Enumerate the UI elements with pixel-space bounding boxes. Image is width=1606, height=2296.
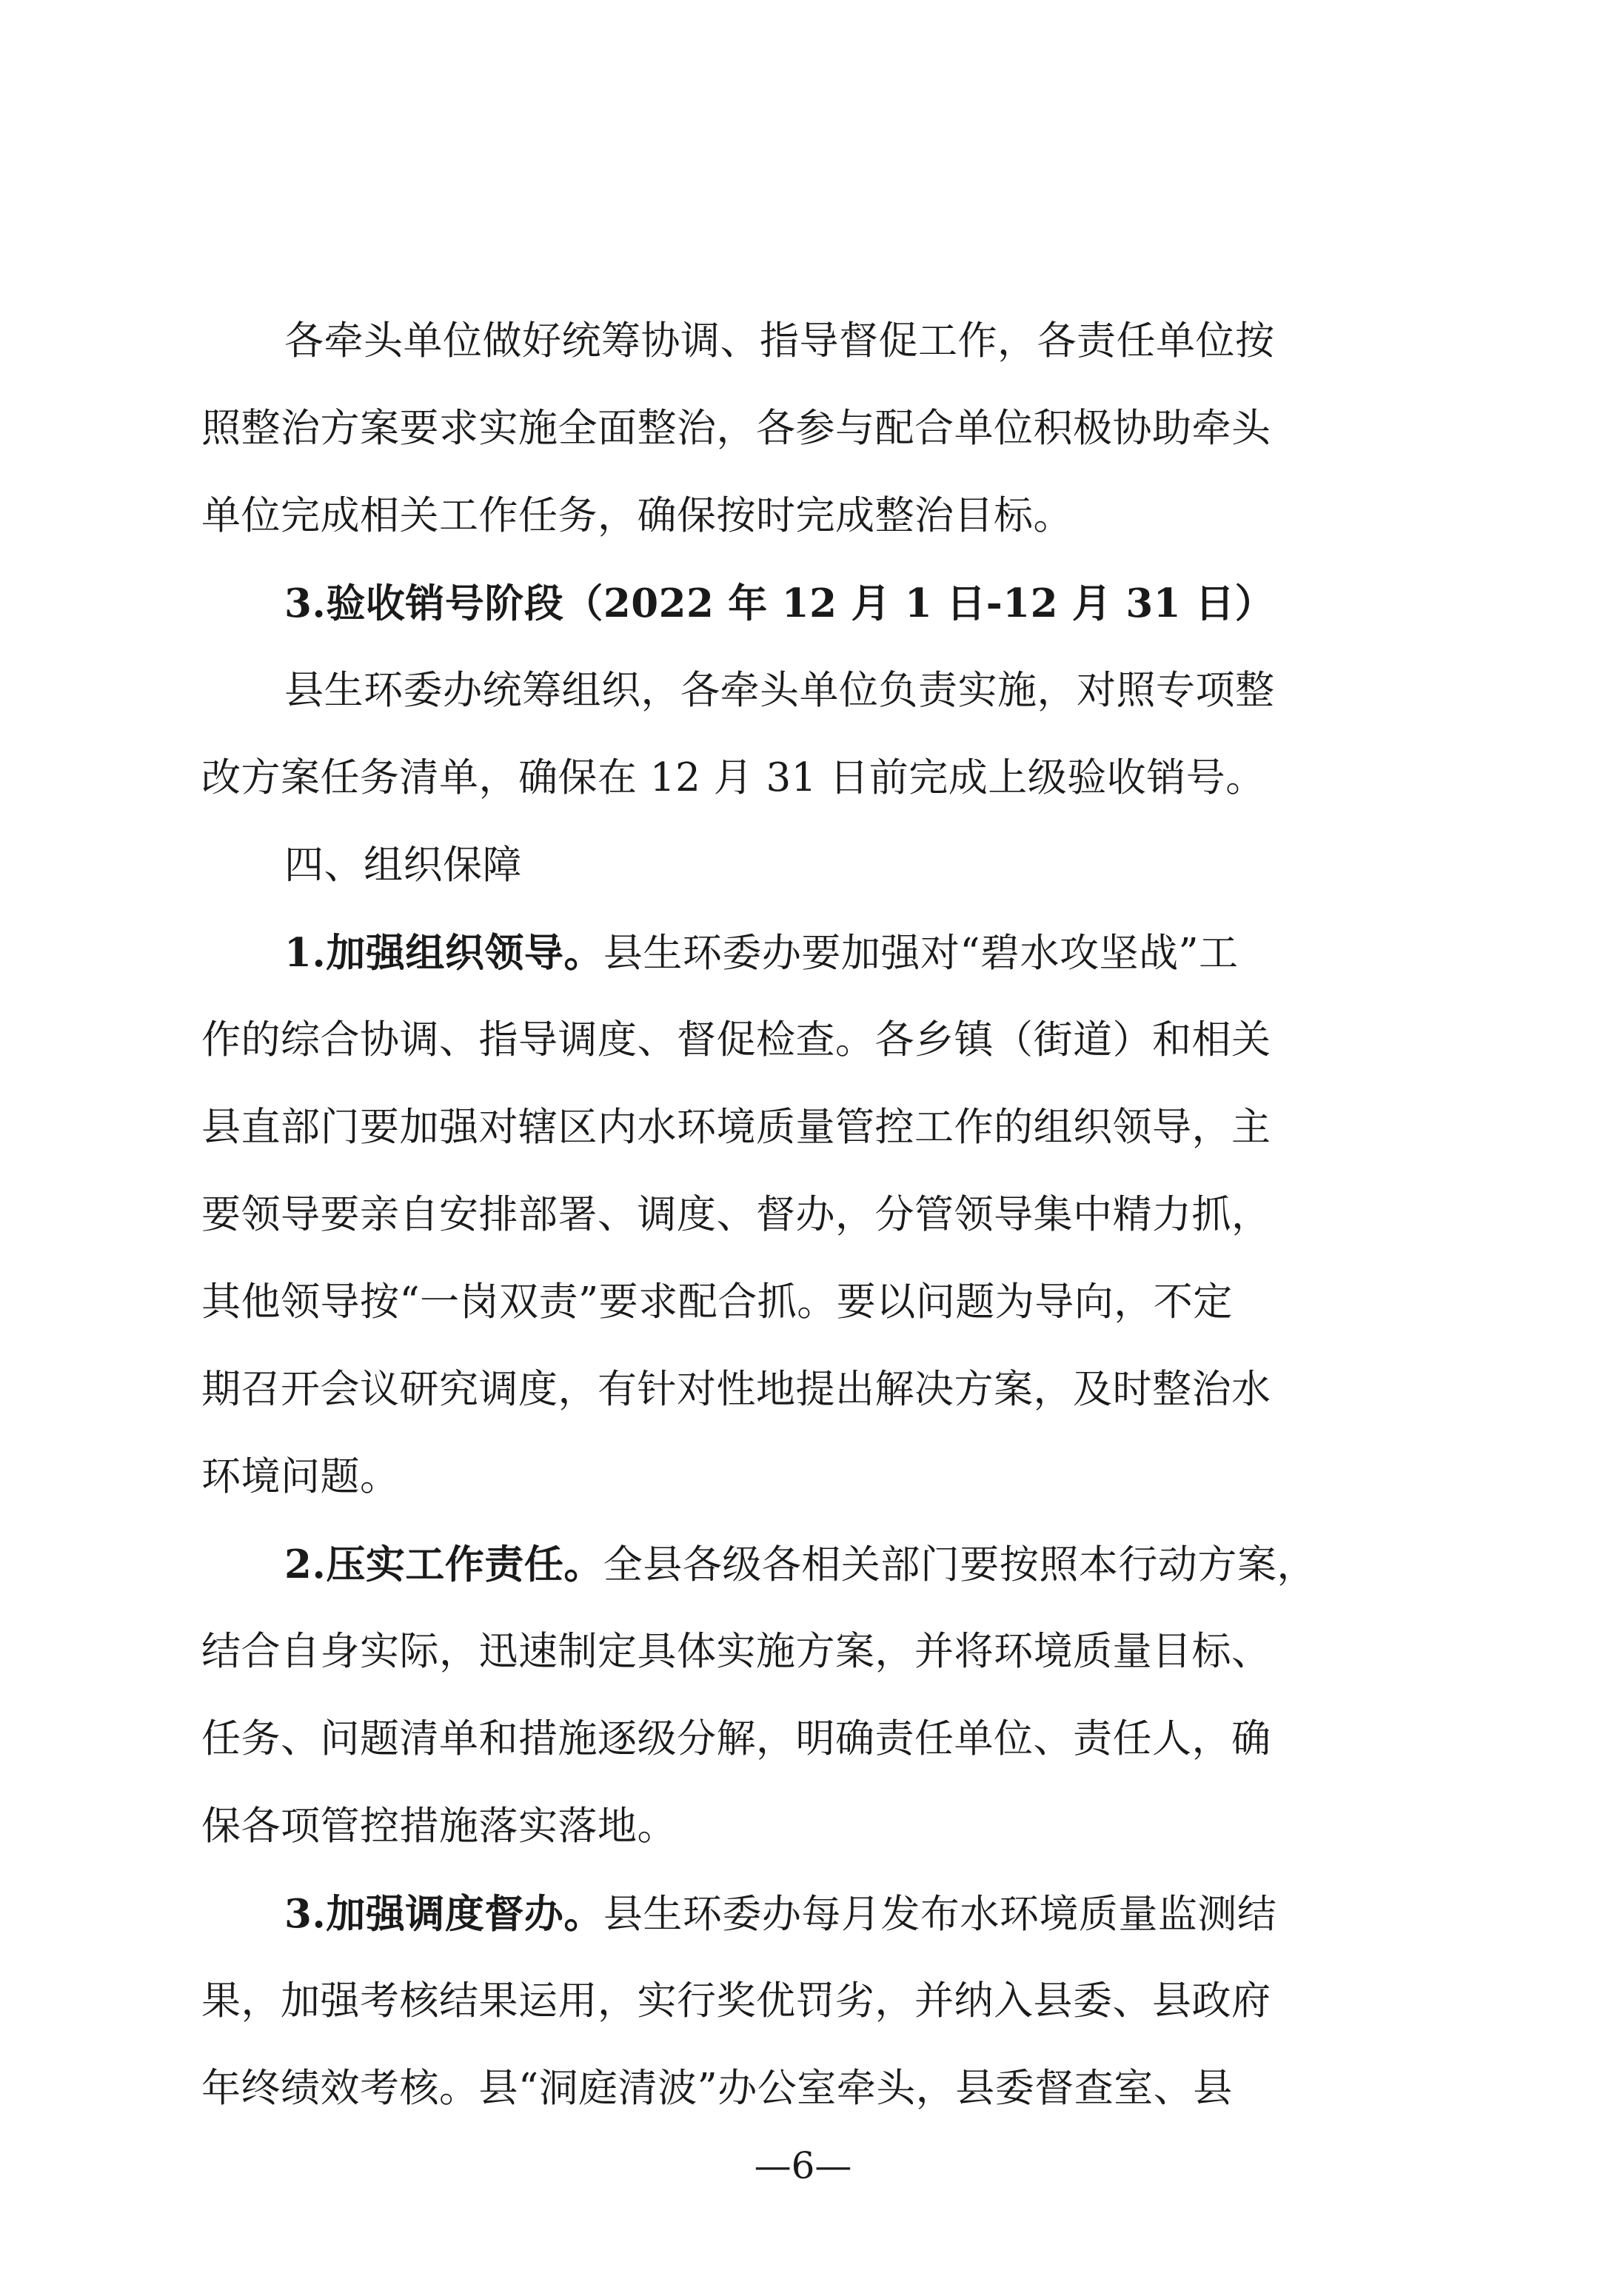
paragraph-coordination [201,298,1386,560]
text-line [201,1870,1386,1958]
text-line: 环境问题。 [201,1454,400,1499]
item-text: 全县各级各相关部门要按照本行动方案， [603,1542,1316,1587]
text-line: 结合自身实际，迅速制定具体实施方案，并将环境质量目标、 [201,1629,1271,1674]
stage-heading-text: 3.验收销号阶段（2022 年 12 月 1 日-12 月 31 日） [284,580,1275,626]
text-line: 期召开会议研究调度，有针对性地提出解决方案，及时整治水 [201,1367,1271,1412]
document-body [201,298,1386,2132]
text-line: 县直部门要加强对辖区内水环境质量管控工作的组织领导，主 [201,1105,1271,1150]
paragraph-acceptance [201,647,1386,822]
text-line: 任务、问题清单和措施逐级分解，明确责任单位、责任人，确 [201,1716,1271,1761]
paragraph-supervision [201,1870,1386,2132]
text-line: 果，加强考核结果运用，实行奖优罚劣，并纳入县委、县政府 [201,1978,1271,2024]
item-lead: 1.加强组织领导。 [284,930,603,976]
stage-heading [201,560,1386,647]
text-line: 作的综合协调、指导调度、督促检查。各乡镇（街道）和相关 [201,1017,1271,1062]
section-heading-text: 四、组织保障 [284,843,522,888]
text-line: 照整治方案要求实施全面整治，各参与配合单位积极协助牵头 [201,406,1271,451]
text-line [201,909,1386,997]
item-text: 县生环委办每月发布水环境质量监测结 [603,1892,1277,1937]
text-line: 要领导要亲自安排部署、调度、督办，分管领导集中精力抓， [201,1192,1271,1237]
item-text: 县生环委办要加强对“碧水攻坚战”工 [603,931,1239,976]
text-line: 单位完成相关工作任务，确保按时完成整治目标。 [201,493,1073,538]
item-lead: 2.压实工作责任。 [284,1542,603,1587]
text-line: 各牵头单位做好统筹协调、指导督促工作，各责任单位按 [284,318,1275,364]
text-line [201,1521,1386,1608]
item-lead: 3.加强调度督办。 [284,1891,603,1937]
text-line: 保各项管控措施落实落地。 [201,1804,677,1849]
paragraph-leadership [201,909,1386,1521]
page-number: —6— [754,2144,852,2187]
text-line: 年终绩效考核。县“洞庭清波”办公室牵头，县委督查室、县 [201,2066,1233,2111]
paragraph-responsibility [201,1521,1386,1870]
text-line: 其他领导按“一岗双责”要求配合抓。要以问题为导向，不定 [201,1279,1233,1325]
text-line: 县生环委办统筹组织，各牵头单位负责实施，对照专项整 [284,668,1275,713]
section-heading [201,822,1386,909]
text-line: 改方案任务清单，确保在 12 月 31 日前完成上级验收销号。 [201,755,1265,800]
